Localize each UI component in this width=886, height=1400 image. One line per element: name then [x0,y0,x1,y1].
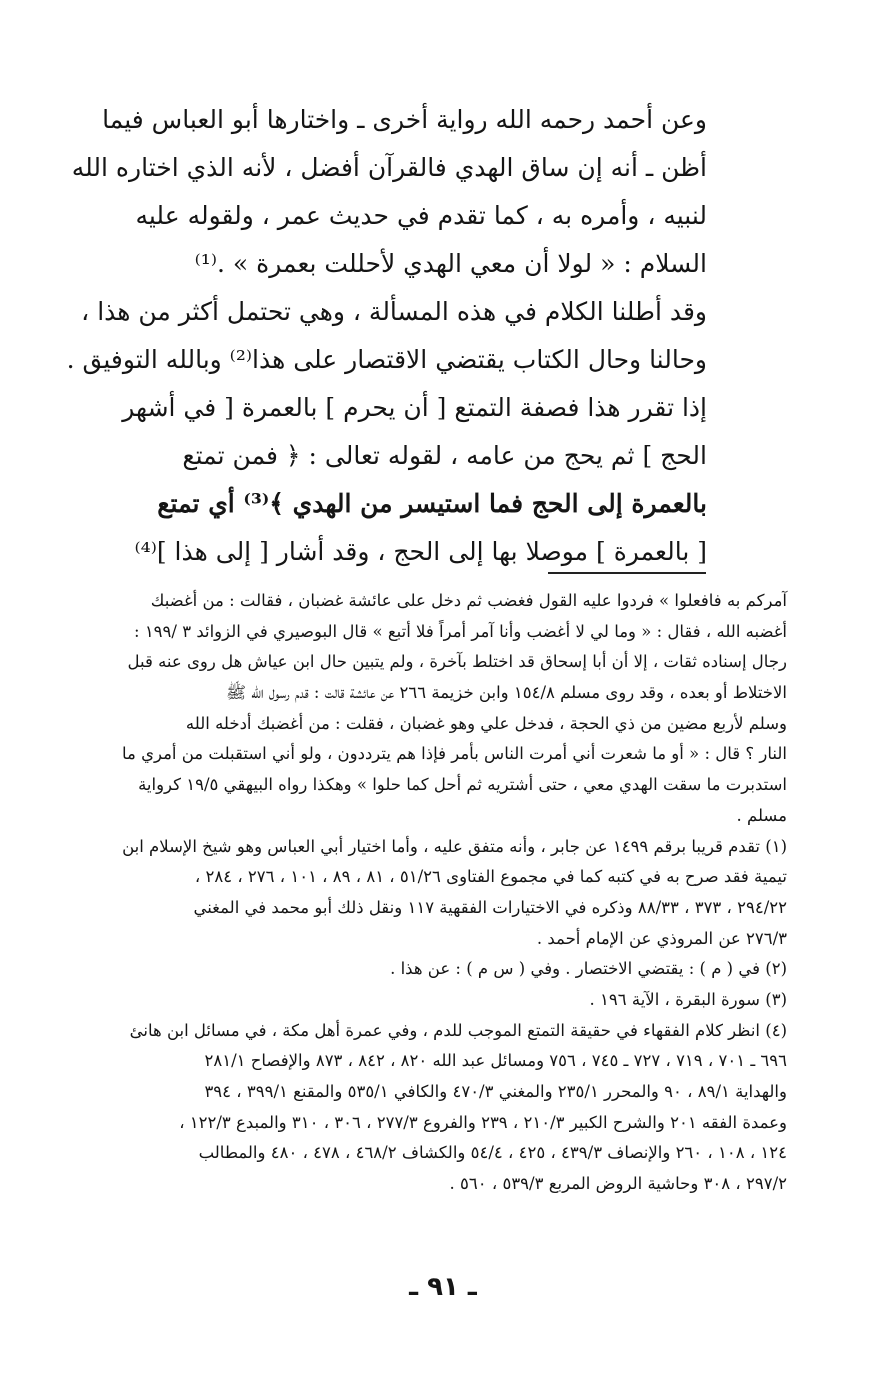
main-text-line: الحج ] ثم يحج من عامه ، لقوله تعالى : ﴿ فمن تمتع [182,441,707,470]
main-text-line: وعن أحمد رحمه الله رواية أخرى ـ واختارها أبو العباس فيما [102,105,707,134]
footnote-line: وسلم لأربع مضين من ذي الحجة ، فدخل علي وهو غضبان ، فقلت : من أغضبك أدخله الله [185,713,787,733]
page-number: ـ ٩١ ـ [409,1272,477,1302]
quran-verse-line: بالعمرة إلى الحج فما استيسر من الهدي ﴾⁽³⁾ أي تمتع [157,489,707,518]
footnote-line: مسلم . [736,805,787,825]
footnote-line: رجال إسناده ثقات ، إلا أن أبا إسحاق قد اختلط بآخرة ، ولم يتبين حال ابن عياش هل روى عنه قبل [127,652,787,672]
main-text-line: وقد أطلنا الكلام في هذه المسألة ، وهي تحتمل أكثر من هذا ، [81,297,707,326]
main-text-line: لنبيه ، وأمره به ، كما تقدم في حديث عمر ، ولقوله عليه [135,201,707,230]
footnote-2: (٢) في ( م ) : يقتضي الاختصار . وفي ( س م ) : عن هذا . [390,959,787,979]
main-text-line: إذا تقرر هذا فصفة التمتع [ أن يحرم ] بالعمرة [ في أشهر [122,393,707,422]
main-text-line: وحالنا وحال الكتاب يقتضي الاقتصار على هذا⁽²⁾ وبالله التوفيق . [66,345,707,374]
footnote-line: آمركم به فافعلوا » فردوا عليه القول فغضب ثم دخل على عائشة غضبان ، فقالت : من أغضبك [150,591,787,610]
footnote-line: أغضبه الله ، فقال : « وما لي لا أغضب وأنا آمر أمراً فلا أتبع » قال البوصيري في الزوائد ٣ /١٩٩ : [134,621,787,641]
main-text-line: أظن ـ أنه إن ساق الهدي فالقرآن أفضل ، لأنه الذي اختاره الله [71,153,707,182]
footnote-line: استدبرت ما سقت الهدي معي ، حتى أشتريه ثم أحل كما حلوا » وهكذا رواه البيهقي ١٩/٥ كرواية [138,775,787,795]
footnote-line: الاختلاط أو بعده ، وقد روى مسلم ١٥٤/٨ وابن خزيمة ٢٦٦ عن عائشة قالت : قدم رسول الله ﷺ [226,683,787,703]
main-text-line: السلام : « لولا أن معي الهدي لأحللت بعمرة » .⁽¹⁾ [194,249,707,278]
footnote-3: (٣) سورة البقرة ، الآية ١٩٦ . [589,989,787,1009]
footnote-line: ٢٩٤/٢٢ ، ٣٧٣ ، ٨٨/٣٣ وذكره في الاختيارات الفقهية ١١٧ ونقل ذلك أبو محمد في المغني [193,897,787,917]
footnote-line: ١٢٤ ، ١٠٨ ، ٢٦٠ والإنصاف ٤٣٩/٣ ، ٤٢٥ ، ٥٤/٤ والكشاف ٤٦٨/٢ ، ٤٧٨ ، ٤٨٠ والمطالب [198,1143,787,1163]
footnote-line: والهداية ٨٩/١ ، ٩٠ والمحرر ٢٣٥/١ والمغني ٤٧٠/٣ والكافي ٥٣٥/١ والمقنع ٣٩٩/١ ، ٣٩٤ [204,1082,787,1101]
footnote-line: وعمدة الفقه ٢٠١ والشرح الكبير ٢١٠/٣ ، ٢٣٩ والفروع ٢٧٧/٣ ، ٣٠٦ ، ٣١٠ والمبدع ١٢٢/٣ ، [179,1112,787,1132]
footnotes-block [97,586,787,1200]
footnote-line: النار ؟ قال : « أو ما شعرت أني أمرت الناس بأمر فإذا هم يترددون ، ولو أني استقبلت من أمري ما [121,744,787,764]
main-text-block [66,96,707,576]
footnote-line: ٢٧٦/٣ عن المروذي عن الإمام أحمد . [536,928,787,948]
footnote-line: ٦٩٦ ـ ٧٠١ ، ٧١٩ ، ٧٢٧ ـ ٧٤٥ ، ٧٥٦ ومسائل عبد الله ٨٢٠ ، ٨٤٢ ، ٨٧٣ والإفصاح ٢٨١/١ [204,1051,787,1071]
footnote-4: (٤) انظر كلام الفقهاء في حقيقة التمتع الموجب للدم ، وفي عمرة أهل مكة ، في مسائل ابن هانئ [129,1020,787,1040]
footnote-1: (١) تقدم قريبا برقم ١٤٩٩ عن جابر ، وأنه متفق عليه ، وأما اختيار أبي العباس وهو شيخ الإسلام ابن [122,836,787,856]
footnote-line: ٢٩٧/٢ ، ٣٠٨ وحاشية الروض المربع ٥٣٩/٣ ، ٥٦٠ . [449,1174,787,1194]
footnote-line: تيمية فقد صرح به في كتبه كما في مجموع الفتاوى ٥١/٢٦ ، ٨١ ، ٨٩ ، ١٠١ ، ٢٧٦ ، ٢٨٤ ، [194,867,787,887]
main-text-line: [ بالعمرة ] موصلا بها إلى الحج ، وقد أشار [ إلى هذا ]⁽⁴⁾ [134,537,707,566]
footnote-divider [548,572,706,574]
